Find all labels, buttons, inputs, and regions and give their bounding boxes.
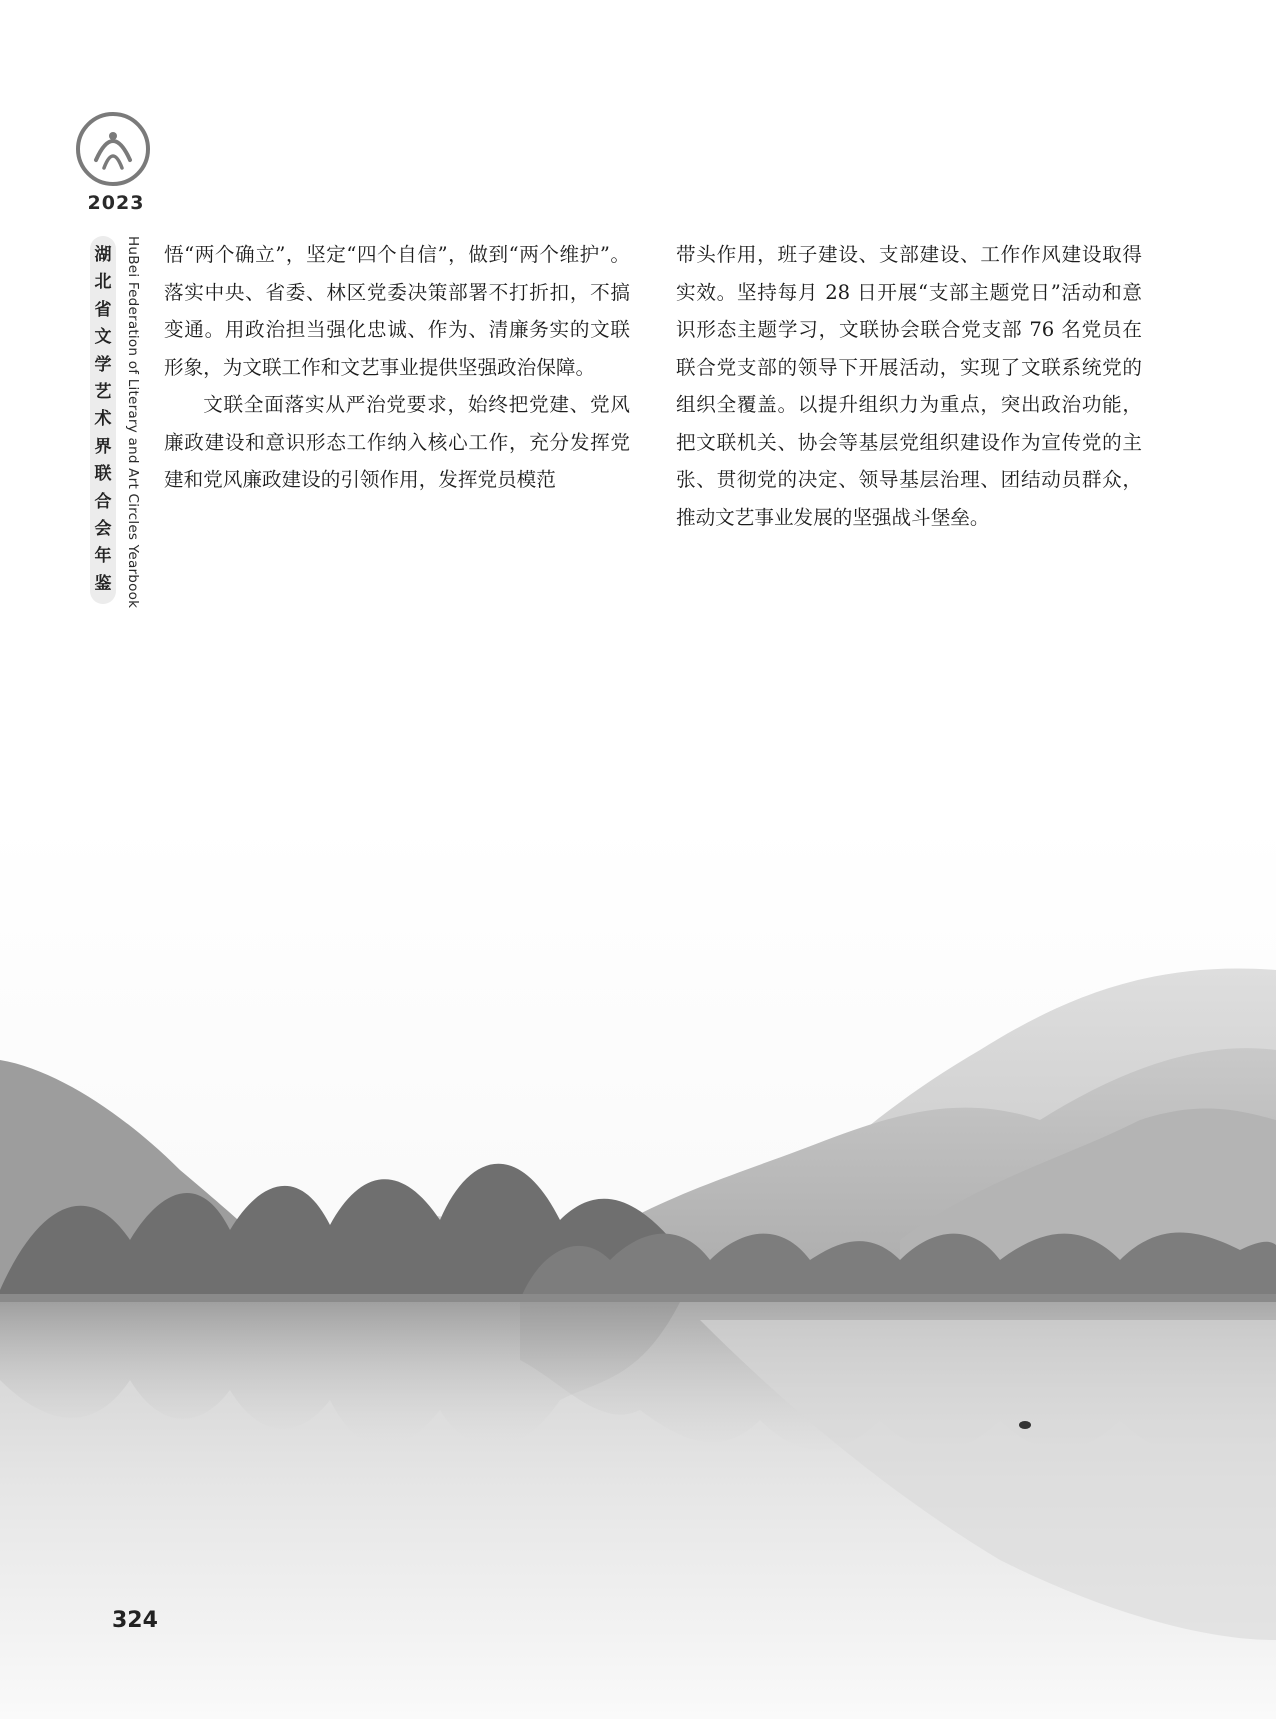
side-title-char: 学 [94,354,112,375]
side-title-char: 联 [94,464,112,485]
lake-mountain-landscape-image [0,820,1276,1719]
text-column-right [676,236,1142,536]
side-title-char: 文 [94,327,112,348]
side-title-char: 合 [94,491,112,512]
side-title-char: 省 [94,299,112,320]
side-title-english: HuBei Federation of Literary and Art Circles Yearbook [125,236,141,609]
yearbook-year: 2023 [87,192,145,214]
side-title-char: 会 [94,519,112,540]
yearbook-emblem-logo [74,110,152,188]
side-title-chinese [90,236,116,604]
side-title-char: 术 [94,409,112,430]
paragraph: 文联全面落实从严治党要求，始终把党建、党风廉政建设和意识形态工作纳入核心工作，充分发挥党建和党风廉政建设的引领作用，发挥党员模范 [164,393,630,491]
paragraph: 悟“两个确立”，坚定“四个自信”，做到“两个维护”。落实中央、省委、林区党委决策部署不打折扣，不搞变通。用政治担当强化忠诚、作为、清廉务实的文联形象，为文联工作和文艺事业提供坚强政治保障。 [164,243,630,379]
page-number: 324 [112,1608,158,1633]
side-title-char: 界 [94,436,112,457]
side-title-char: 北 [94,272,112,293]
paragraph: 带头作用，班子建设、支部建设、工作作风建设取得实效。坚持每月 28 日开展“支部主题党日”活动和意识形态主题学习，文联协会联合党支部 76 名党员在联合党支部的领导下开展活动，实现了文联系统党的组织全覆盖。以提升组织力为重点，突出政治功能，把文联机关、协会等基层党组织建设作为宣传党的主张、贯彻党的决定、领导基层治理、团结动员群众，推动文艺事业发展的坚强战斗堡垒。 [676,243,1142,529]
text-column-left [164,236,630,499]
side-title-char: 鉴 [94,573,112,594]
side-title-char: 湖 [94,245,112,265]
side-title-char: 年 [94,546,112,567]
side-title-char: 艺 [94,382,112,403]
